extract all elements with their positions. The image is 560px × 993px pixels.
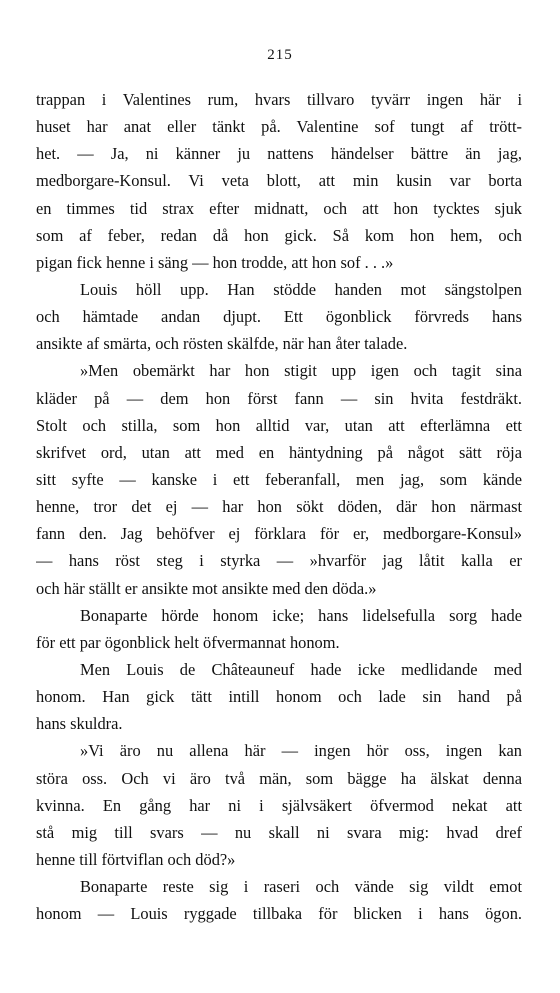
text-line: henne till förtviflan och död?»: [36, 849, 236, 869]
text-line: som af feber, redan då hon gick. Så kom hon hem, och: [36, 225, 522, 245]
text-line: pigan fick henne i säng — hon trodde, att hon sof . . .»: [36, 252, 394, 272]
text-line: och hämtade andan djupt. Ett ögonblick förvreds hans: [36, 307, 522, 327]
body-text: [36, 86, 522, 927]
text-line: fann den. Jag behöfver ej förklara för er, medborgare-Konsul»: [36, 524, 522, 544]
text-line: huset har anat eller tänkt på. Valentine sof tungt af trött-: [36, 117, 522, 137]
text-line: het. — Ja, ni känner ju nattens händelser bättre än jag,: [36, 144, 522, 164]
text-line: Stolt och stilla, som hon alltid var, utan att efterlämna ett: [36, 415, 522, 435]
text-line: Bonaparte reste sig i raseri och vände sig vildt emot: [80, 877, 522, 897]
text-line: skrifvet ord, utan att med en häntydning på något sätt röja: [36, 442, 522, 462]
text-line: trappan i Valentines rum, hvars tillvaro tyvärr ingen här i: [36, 90, 522, 109]
text-line: stå mig till svars — nu skall ni svara mig: hvad dref: [36, 822, 522, 842]
text-line: störa oss. Och vi äro två män, som bägge ha älskat denna: [36, 768, 522, 788]
text-line: Bonaparte hörde honom icke; hans lidelsefulla sorg hade: [80, 605, 522, 625]
text-line: för ett par ögonblick helt öfvermannat honom.: [36, 632, 340, 652]
text-line: kläder på — dem hon först fann — sin hvita festdräkt.: [36, 388, 522, 408]
text-line: honom — Louis ryggade tillbaka för blicken i hans ögon.: [36, 904, 522, 924]
text-line: sitt syfte — kanske i ett feberanfall, men jag, som kände: [36, 469, 522, 489]
text-line: — hans röst steg i styrka — »hvarför jag låtit kalla er: [36, 551, 522, 571]
text-line: »Vi äro nu allena här — ingen hör oss, ingen kan: [80, 741, 522, 761]
text-line: honom. Han gick tätt intill honom och lade sin hand på: [36, 687, 522, 707]
text-line: kvinna. En gång har ni i självsäkert öfvermod nekat att: [36, 795, 522, 815]
text-line: hans skuldra.: [36, 714, 123, 734]
text-line: och här ställt er ansikte mot ansikte med den döda.»: [36, 578, 377, 598]
text-line: en timmes tid strax efter midnatt, och att hon tycktes sjuk: [36, 198, 522, 218]
text-line: ansikte af smärta, och rösten skälfde, när han åter talade.: [36, 334, 408, 354]
text-line: »Men obemärkt har hon stigit upp igen och tagit sina: [80, 361, 522, 381]
text-line: medborgare-Konsul. Vi veta blott, att min kusin var borta: [36, 171, 522, 191]
text-line: henne, tror det ej — har hon sökt döden, där hon närmast: [36, 497, 522, 517]
text-line: Men Louis de Châteauneuf hade icke medlidande med: [80, 659, 522, 679]
text-line: Louis höll upp. Han stödde handen mot sängstolpen: [80, 279, 522, 299]
page-number: 215: [267, 47, 293, 63]
